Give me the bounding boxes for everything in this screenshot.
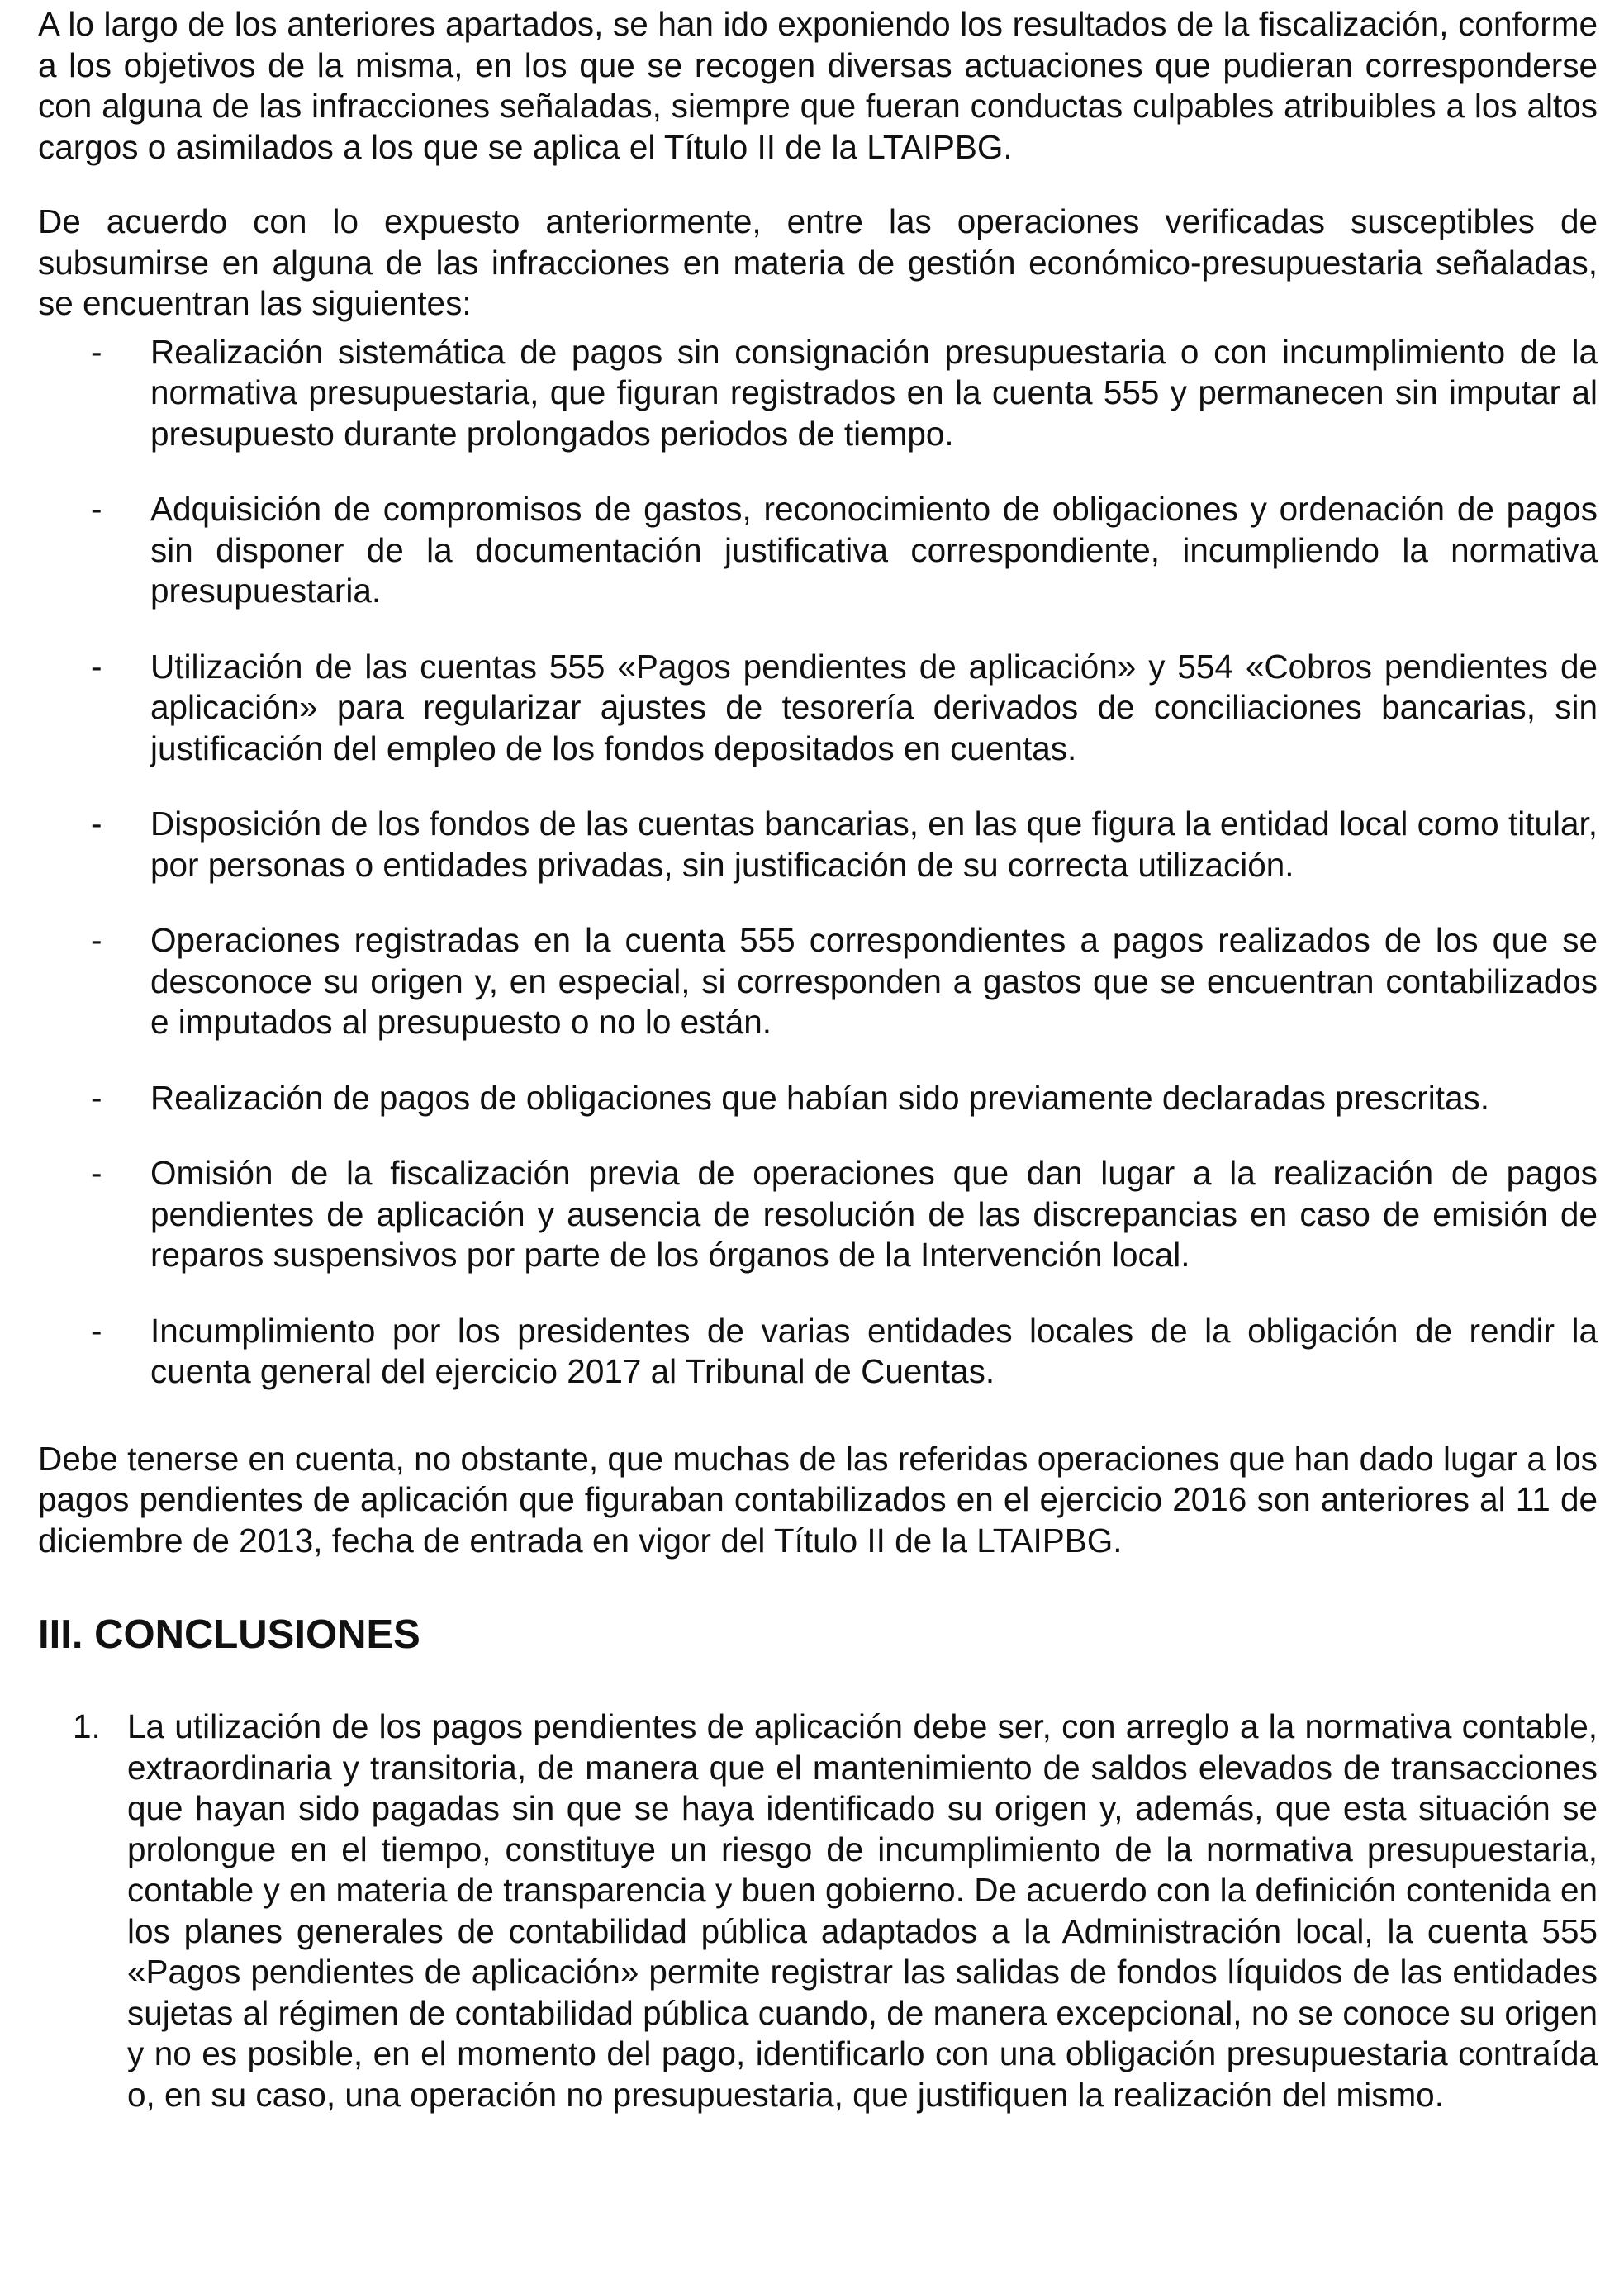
dash-marker: - (91, 1154, 102, 1192)
conclusions-list (38, 1707, 1598, 2115)
dash-marker: - (91, 1078, 102, 1117)
list-item (38, 332, 1598, 455)
list-item (38, 1078, 1598, 1119)
dash-marker: - (91, 647, 102, 686)
list-item (38, 920, 1598, 1043)
list-item-text: Realización sistemática de pagos sin consignación presupuestaria o con incumplimiento de la normativa presupuestaria, que figuran registrados en la cuenta 555 y permanecen sin imputar al presupuesto durante prolongados periodos de tiempo. (150, 332, 1598, 453)
section-heading: III. CONCLUSIONES (38, 1612, 420, 1657)
operations-intro-paragraph: De acuerdo con lo expuesto anteriormente, entre las operaciones verificadas susceptibles de subsumirse en alguna de las infracciones en materia de gestión económico-presupuestaria señaladas, se encuentran las siguientes: (38, 202, 1598, 322)
dash-marker: - (91, 1311, 102, 1350)
list-item (38, 647, 1598, 770)
list-item-text: Omisión de la fiscalización previa de operaciones que dan lugar a la realización de pagos pendientes de aplicación y ausencia de resolución de las discrepancias en caso de emisión de reparos suspensivos por parte de los órganos de la Intervención local. (150, 1154, 1598, 1274)
list-item-text: Operaciones registradas en la cuenta 555 correspondientes a pagos realizados de los que se desconoce su origen y, en especial, si corresponden a gastos que se encuentran contabilizados e imputados al presupuesto o no lo están. (150, 921, 1598, 1041)
list-item-text: Utilización de las cuentas 555 «Pagos pendientes de aplicación» y 554 «Cobros pendientes de aplicación» para regularizar ajustes de tesorería derivados de conciliaciones bancarias, sin justificación del empleo de los fondos depositados en cuentas. (150, 647, 1598, 767)
list-item (38, 489, 1598, 612)
closing-paragraph: Debe tenerse en cuenta, no obstante, que muchas de las referidas operaciones que han dado lugar a los pagos pendientes de aplicación que figuraban contabilizados en el ejercicio 2016 son anteriores al 11 de diciembre de 2013, fecha de entrada en vigor del Título II de la LTAIPBG. (38, 1439, 1598, 1560)
list-item-text: Incumplimiento por los presidentes de varias entidades locales de la obligación de rendir la cuenta general del ejercicio 2017 al Tribunal de Cuentas. (150, 1311, 1598, 1390)
dash-marker: - (91, 490, 102, 528)
intro-paragraph: A lo largo de los anteriores apartados, se han ido exponiendo los resultados de la fiscalización, conforme a los objetivos de la misma, en los que se recogen diversas actuaciones que pudieran corresponderse con alguna de las infracciones señaladas, siempre que fueran conductas culpables atribuibles a los altos cargos o asimilados a los que se aplica el Título II de la LTAIPBG. (38, 5, 1598, 166)
dash-marker: - (91, 805, 102, 843)
list-item-text: Adquisición de compromisos de gastos, reconocimiento de obligaciones y ordenación de pagos sin disponer de la documentación justificativa correspondiente, incumpliendo la normativa presupuestaria. (150, 490, 1598, 610)
list-item-text: Disposición de los fondos de las cuentas bancarias, en las que figura la entidad local como titular, por personas o entidades privadas, sin justificación de su correcta utilización. (150, 805, 1598, 884)
dash-marker: - (91, 332, 102, 371)
list-item (38, 1311, 1598, 1393)
conclusion-number: 1. (73, 1707, 101, 1745)
conclusion-item (38, 1707, 1598, 2115)
list-item-text: Realización de pagos de obligaciones que habían sido previamente declaradas prescritas. (150, 1078, 1490, 1117)
list-item (38, 1153, 1598, 1276)
document-page (38, 0, 1598, 2115)
list-item (38, 804, 1598, 885)
conclusion-text: La utilización de los pagos pendientes de aplicación debe ser, con arreglo a la normativa contable, extraordinaria y transitoria, de manera que el mantenimiento de saldos elevados de transacciones que hayan sido pagadas sin que se haya identificado su origen y, además, que esta situación se prolongue en el tiempo, constituye un riesgo de incumplimiento de la normativa presupuestaria, contable y en materia de transparencia y buen gobierno. De acuerdo con la definición contenida en los planes generales de contabilidad pública adaptados a la Administración local, la cuenta 555 «Pagos pendientes de aplicación» permite registrar las salidas de fondos líquidos de las entidades sujetas al régimen de contabilidad pública cuando, de manera excepcional, no se conoce su origen y no es posible, en el momento del pago, identificarlo con una obligación presupuestaria contraída o, en su caso, una operación no presupuestaria, que justifiquen la realización del mismo. (127, 1707, 1598, 2114)
dash-marker: - (91, 921, 102, 959)
operations-list (38, 332, 1598, 1393)
